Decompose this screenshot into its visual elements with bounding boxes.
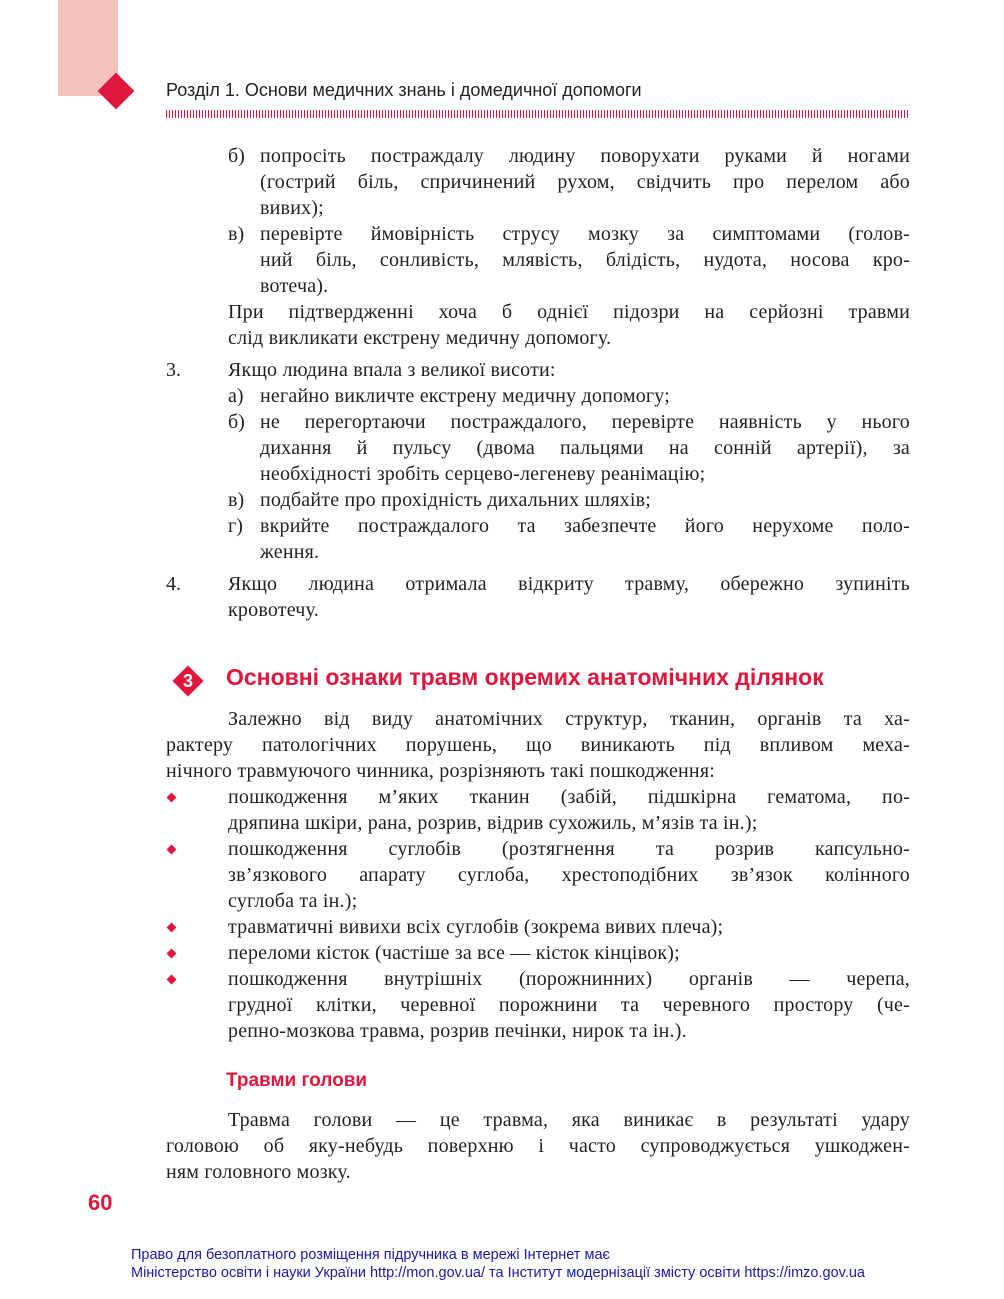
subsection-title: Травми голови [226, 1070, 368, 1091]
header-divider [166, 110, 910, 118]
paragraph-line: слід викликати екстрену медичну допомогу. [228, 327, 612, 349]
section-number: 3 [182, 671, 193, 691]
list-line: попросіть постраждалу людину поворухати руками й ногами [260, 145, 910, 167]
footer-ministry-line: Міністерство освіти і науки України http://mon.gov.ua/ та Інститут модернізації змісту освіти https://imzo.gov.ua [131, 1265, 865, 1281]
paragraph-line: рактеру патологічних порушень, що виникають під впливом меха- [166, 734, 910, 756]
footer-rights-line: Право для безоплатного розміщення підручника в мережі Інтернет має [131, 1247, 610, 1263]
paragraph-line: Залежно від виду анатомічних структур, тканин, органів та ха- [228, 708, 910, 730]
section-number-badge [173, 666, 203, 696]
list-line: вотеча). [260, 275, 329, 297]
paragraph-line: Травма голови — це травма, яка виникає в результаті удару [228, 1109, 910, 1131]
bullet-line: травматичні вивихи всіх суглобів (зокрема вивих плеча); [228, 916, 724, 938]
list-line: ний біль, сонливість, млявість, блідість, нудота, носова кро- [260, 249, 910, 271]
paragraph-line: головою об яку-небудь поверхню і часто супроводжується ушкоджен- [166, 1135, 910, 1157]
bullet-line: суглоба та ін.); [228, 890, 358, 912]
bullet-line: зв’язкового апарату суглоба, хрестоподібних зв’язок колінного [228, 864, 910, 886]
bullet-diamond-icon [167, 923, 177, 933]
bullet-diamond-icon [167, 949, 177, 959]
list-marker: г) [228, 515, 243, 537]
paragraph-line: При підтвердженні хоча б однієї підозри на серйозні травми [228, 301, 910, 323]
list-line: вивих); [260, 197, 324, 219]
page-number: 60 [88, 1190, 113, 1215]
bullet-diamond-icon [167, 793, 177, 803]
list-line: не перегортаючи постраждалого, перевірте наявність у нього [260, 411, 910, 433]
bullet-diamond-icon [167, 845, 177, 855]
paragraph-line: ням головного мозку. [166, 1161, 351, 1183]
list-marker: б) [228, 145, 245, 167]
list-marker: в) [228, 223, 245, 245]
list-number: 3. [166, 359, 181, 381]
list-line: негайно викличте екстрену медичну допомогу; [260, 385, 670, 407]
list-line: вкрийте постраждалого та забезпечте його нерухоме поло- [260, 515, 910, 537]
list-line: (гострий біль, спричинений рухом, свідчить про перелом або [260, 171, 910, 193]
list-marker: в) [228, 489, 245, 511]
list-line: ження. [260, 541, 320, 563]
bullet-diamond-icon [167, 975, 177, 985]
bullet-line: дряпина шкіри, рана, розрив, відрив сухожиль, м’язів та ін.); [228, 812, 758, 834]
bullet-line: пошкодження суглобів (розтягнення та розрив капсульно- [228, 838, 910, 860]
bullet-line: пошкодження внутрішніх (порожнинних) органів — черепа, [228, 968, 910, 990]
list-line: кровотечу. [228, 599, 319, 621]
list-line: подбайте про прохідність дихальних шляхів; [260, 489, 652, 511]
bullet-line: переломи кісток (частіше за все — кісток кінцівок); [228, 942, 680, 964]
bullet-line: пошкодження м’яких тканин (забій, підшкірна гематома, по- [228, 786, 910, 808]
list-number: 4. [166, 573, 181, 595]
list-marker: а) [228, 385, 244, 407]
list-line: перевірте ймовірність струсу мозку за симптомами (голов- [260, 223, 910, 245]
list-line: Якщо людина отримала відкриту травму, обережно зупиніть [228, 573, 910, 595]
list-line: необхідності зробіть серцево-легеневу реанімацію; [260, 463, 706, 485]
list-line: дихання й пульсу (двома пальцями на сонній артерії), за [260, 437, 910, 459]
list-line: Якщо людина впала з великої висоти: [228, 359, 556, 381]
section-title: Основні ознаки травм окремих анатомічних ділянок [226, 664, 824, 690]
bullet-line: грудної клітки, черевної порожнини та черевного простору (че- [228, 994, 910, 1016]
bullet-line: репно-мозкова травма, розрив печінки, нирок та ін.). [228, 1020, 687, 1042]
list-marker: б) [228, 411, 245, 433]
paragraph-line: нічного травмуючого чинника, розрізняють такі пошкодження: [166, 760, 715, 782]
running-title: Розділ 1. Основи медичних знань і домедичної допомоги [166, 80, 642, 100]
